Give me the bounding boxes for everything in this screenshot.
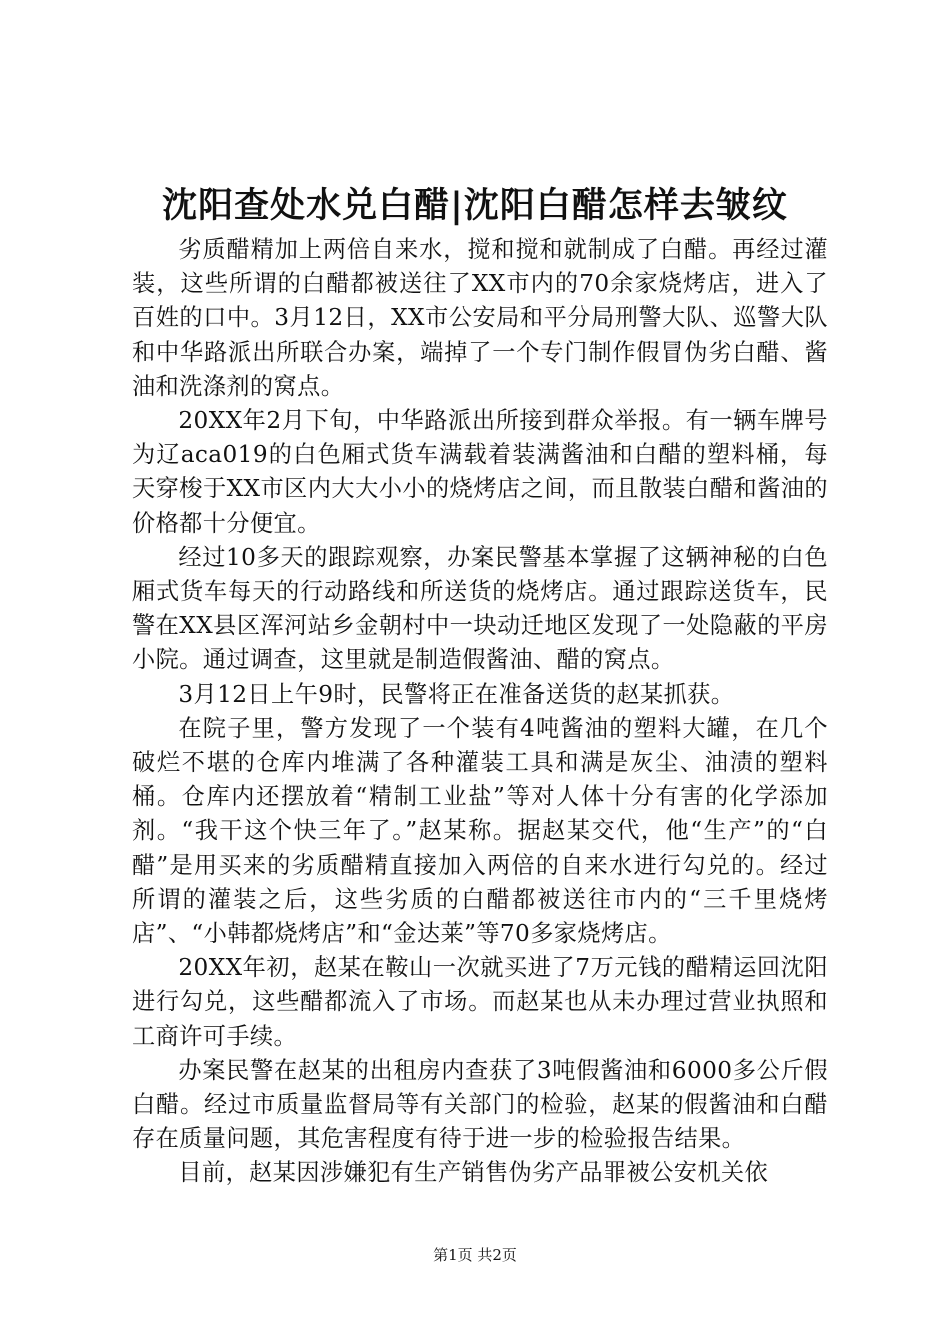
- document-body: [132, 233, 828, 1191]
- paragraph: 3月12日上午9时，民警将正在准备送货的赵某抓获。: [178, 680, 735, 708]
- paragraph: 经过10多天的跟踪观察，办案民警基本掌握了这辆神秘的白色厢式货车每天的行动路线和所送货的烧烤店。通过跟踪送货车，民警在XX县区浑河站乡金朝村中一块动迁地区发现了一处隐蔽的平房小院。通过调查，这里就是制造假酱油、醋的窝点。: [132, 543, 828, 674]
- document-title: 沈阳查处水兑白醋|沈阳白醋怎样去皱纹: [162, 185, 788, 226]
- paragraph: 劣质醋精加上两倍自来水，搅和搅和就制成了白醋。再经过灌装，这些所谓的白醋都被送往了XX市内的70余家烧烤店，进入了百姓的口中。3月12日，XX市公安局和平分局刑警大队、巡警大队和中华路派出所联合办案，端掉了一个专门制作假冒伪劣白醋、酱油和洗涤剂的窝点。: [132, 236, 828, 400]
- paragraph: 目前，赵某因涉嫌犯有生产销售伪劣产品罪被公安机关依: [178, 1159, 769, 1187]
- paragraph: 20XX年初，赵某在鞍山一次就买进了7万元钱的醋精运回沈阳进行勾兑，这些醋都流入了市场。而赵某也从未办理过营业执照和工商许可手续。: [132, 954, 828, 1050]
- paragraph: 20XX年2月下旬，中华路派出所接到群众举报。有一辆车牌号为辽aca019的白色厢式货车满载着装满酱油和白醋的塑料桶，每天穿梭于XX市区内大大小小的烧烤店之间，而且散装白醋和酱油的价格都十分便宜。: [132, 407, 828, 537]
- paragraph: 办案民警在赵某的出租房内查获了3吨假酱油和6000多公斤假白醋。经过市质量监督局等有关部门的检验，赵某的假酱油和白醋存在质量问题，其危害程度有待于进一步的检验报告结果。: [132, 1056, 828, 1153]
- page-number-footer: 第1页 共2页: [433, 1246, 517, 1264]
- paragraph: 在院子里，警方发现了一个装有4吨酱油的塑料大罐，在几个破烂不堪的仓库内堆满了各种灌装工具和满是灰尘、油渍的塑料桶。仓库内还摆放着“精制工业盐”等对人体十分有害的化学添加剂。“我干这个快三年了。”赵某称。据赵某交代，他“生产”的“白醋”是用买来的劣质醋精直接加入两倍的自来水进行勾兑的。经过所谓的灌装之后，这些劣质的白醋都被送往市内的“三千里烧烤店”、“小韩都烧烤店”和“金达莱”等70多家烧烤店。: [132, 714, 828, 948]
